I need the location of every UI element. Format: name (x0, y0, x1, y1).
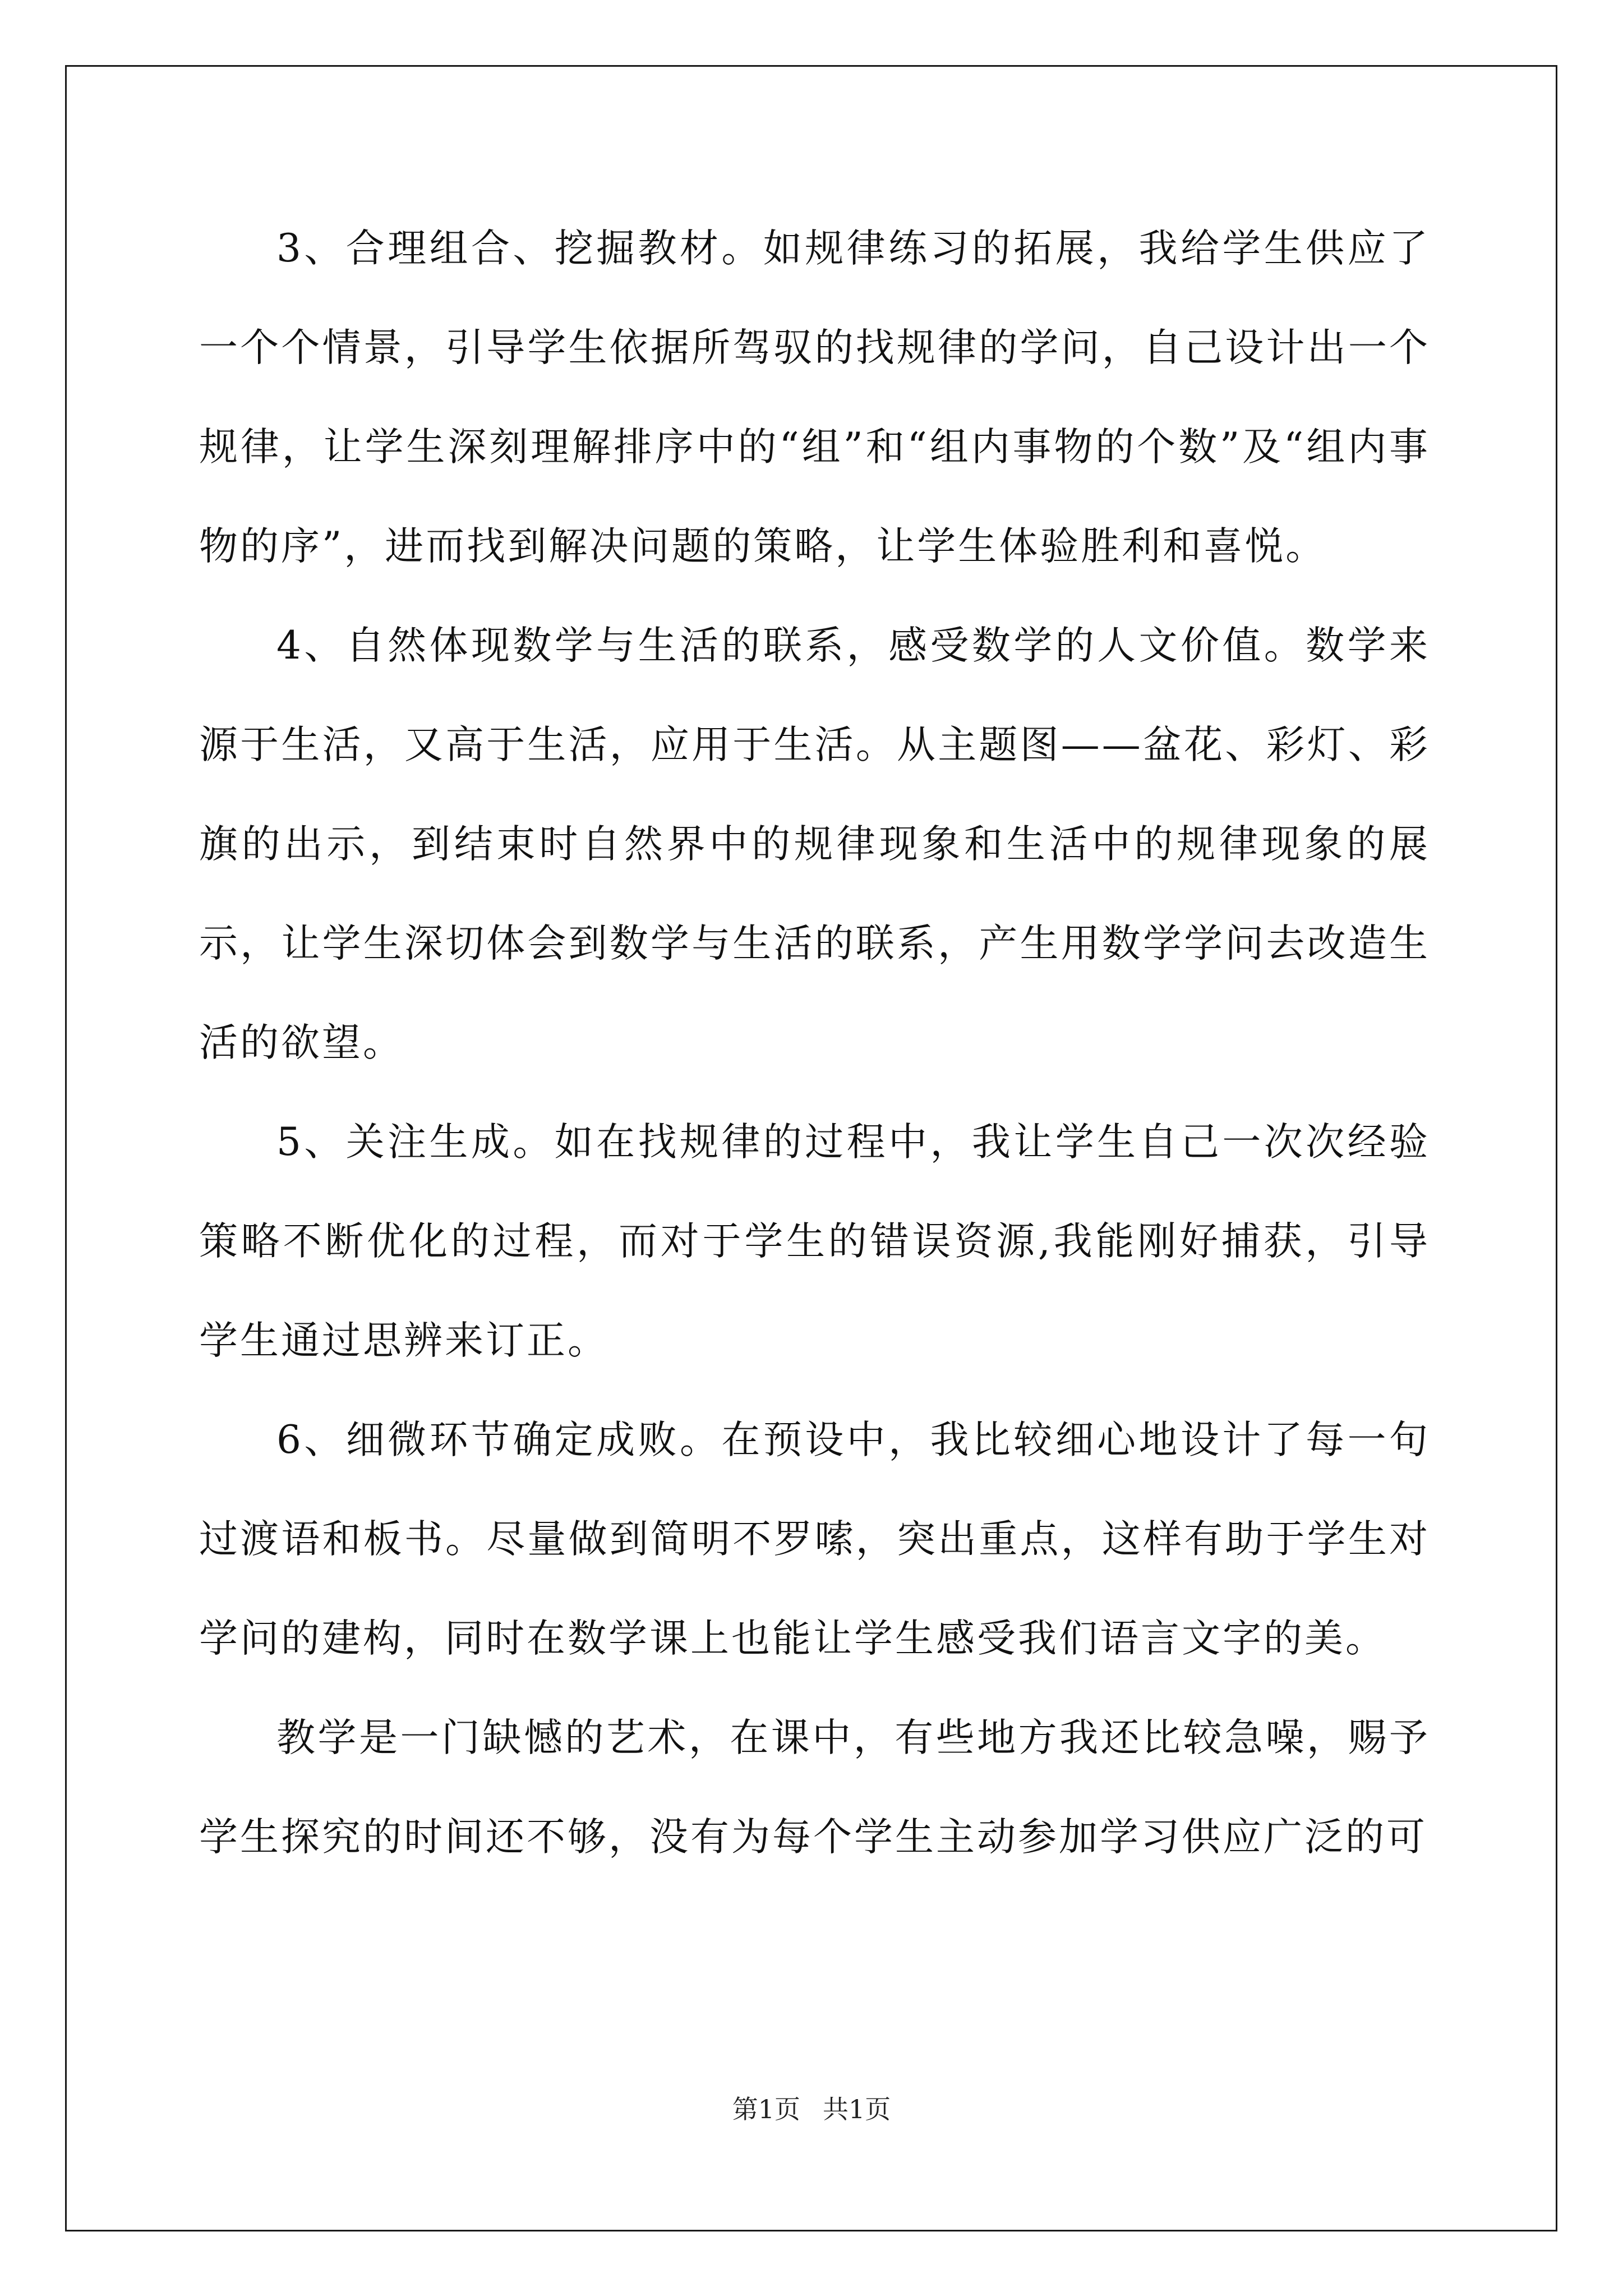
page-number: 第1页 (732, 2094, 800, 2124)
paragraph-conclusion: 教学是一门缺憾的艺术，在课中，有些地方我还比较急噪，赐予学生探究的时间还不够，没有为每个学生主动参加学习供应广泛的可 (199, 1715, 1430, 1860)
paragraph-3: 3、合理组合、挖掘教材。如规律练习的拓展，我给学生供应了一个个情景，引导学生依据所驾驭的找规律的学问，自己设计出一个规律，让学生深刻理解排序中的“组”和“组内事物的个数”及“组内事物的序”，进而找到解决问题的策略，让学生体验胜利和喜悦。 (199, 226, 1430, 569)
paragraph-4: 4、自然体现数学与生活的联系，感受数学的人文价值。数学来源于生活，又高于生活，应用于生活。从主题图——盆花、彩灯、彩旗的出示，到结束时自然界中的规律现象和生活中的规律现象的展示，让学生深切体会到数学与生活的联系，产生用数学学问去改造生活的欲望。 (199, 623, 1430, 1065)
document-body (199, 199, 1430, 1887)
page-total: 共1页 (823, 2094, 891, 2124)
paragraph-6: 6、细微环节确定成败。在预设中，我比较细心地设计了每一句过渡语和板书。尽量做到简明不罗嗦，突出重点，这样有助于学生对学问的建构，同时在数学课上也能让学生感受我们语言文字的美。 (199, 1418, 1430, 1661)
paragraph-5: 5、关注生成。如在找规律的过程中，我让学生自己一次次经验策略不断优化的过程，而对于学生的错误资源,我能刚好捕获，引导学生通过思辨来订正。 (199, 1120, 1430, 1363)
page-footer (0, 2092, 1623, 2126)
